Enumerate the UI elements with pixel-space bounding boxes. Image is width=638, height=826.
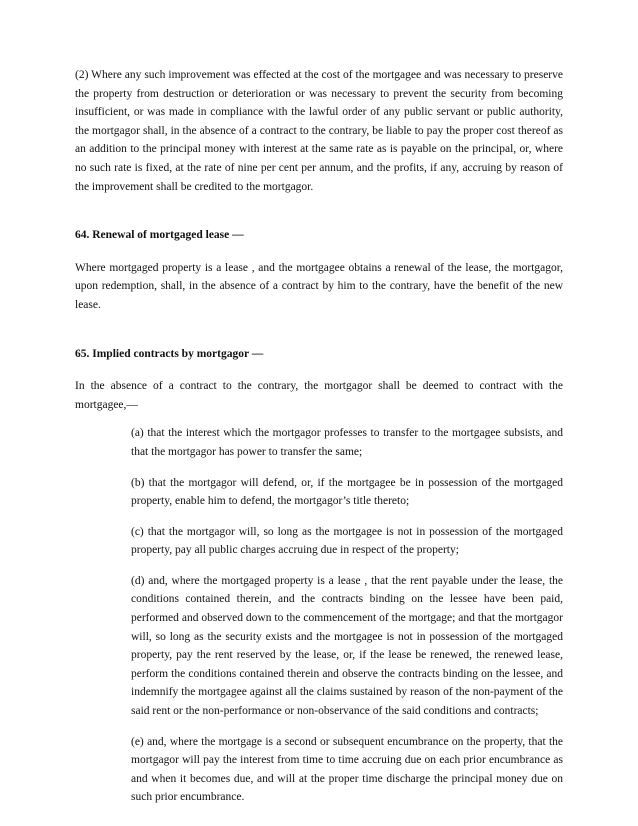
section-65-intro: In the absence of a contract to the contrary, the mortgagor shall be deemed to contract with the mortgagee,— — [75, 380, 563, 411]
section-63-paragraph-2: (2) Where any such improvement was effected at the cost of the mortgagee and was necessary to preserve the property from destruction or deterioration or was necessary to prevent the security from becoming insufficient, or was made in compliance with the lawful order of any public servant or public authority, the mortgagor shall, in the absence of a contract to the contrary, be liable to pay the proper cost thereof as an addition to the principal money with interest at the same rate as is payable on the principal, or, where no such rate is fixed, at the rate of nine per cent per annum, and the profits, if any, accruing by reason of the improvement shall be credited to the mortgagor. — [75, 69, 563, 193]
section-65-heading: 65. Implied contracts by mortgagor — — [75, 347, 264, 360]
document-page — [75, 66, 563, 819]
clause-c: (c) that the mortgagor will, so long as the mortgagee is not in possession of the mortgaged property, pay all public charges accruing due in respect of the property; — [131, 525, 563, 557]
clause-a: (a) that the interest which the mortgagor professes to transfer to the mortgagee subsists, and that the mortgagor has power to transfer the same; — [131, 427, 563, 458]
clause-e: (e) and, where the mortgage is a second or subsequent encumbrance on the property, that the mortgagor will pay the interest from time to time accruing due on each prior encumbrance as and when it becomes due, and will at the proper time discharge the principal money due on such prior encumbrance. — [131, 735, 563, 804]
section-64-body: Where mortgaged property is a lease , and the mortgagee obtains a renewal of the lease, the mortgagor, upon redemption, shall, in the absence of a contract by him to the contrary, have the benefit of the new lease. — [75, 261, 563, 311]
section-64-heading: 64. Renewal of mortgaged lease — — [75, 229, 244, 242]
clause-b: (b) that the mortgagor will defend, or, if the mortgagee be in possession of the mortgaged property, enable him to defend, the mortgagor’s title thereto; — [131, 476, 563, 508]
clause-d: (d) and, where the mortgaged property is a lease , that the rent payable under the lease, the conditions contained therein, and the contracts binding on the lessee have been paid, performed and observed down to the commencement of the mortgage; and that the mortgagor will, so long as the security exists and the mortgagee is not in possession of the mortgaged property, pay the rent reserved by the lease, or, if the lease be renewed, the renewed lease, perform the conditions contained therein and observe the contracts binding on the lessee, and indemnify the mortgagee against all the claims sustained by reason of the non-payment of the said rent or the non-performance or non-observance of the said conditions and contracts; — [131, 574, 563, 718]
section-65-clause-list — [131, 424, 563, 807]
